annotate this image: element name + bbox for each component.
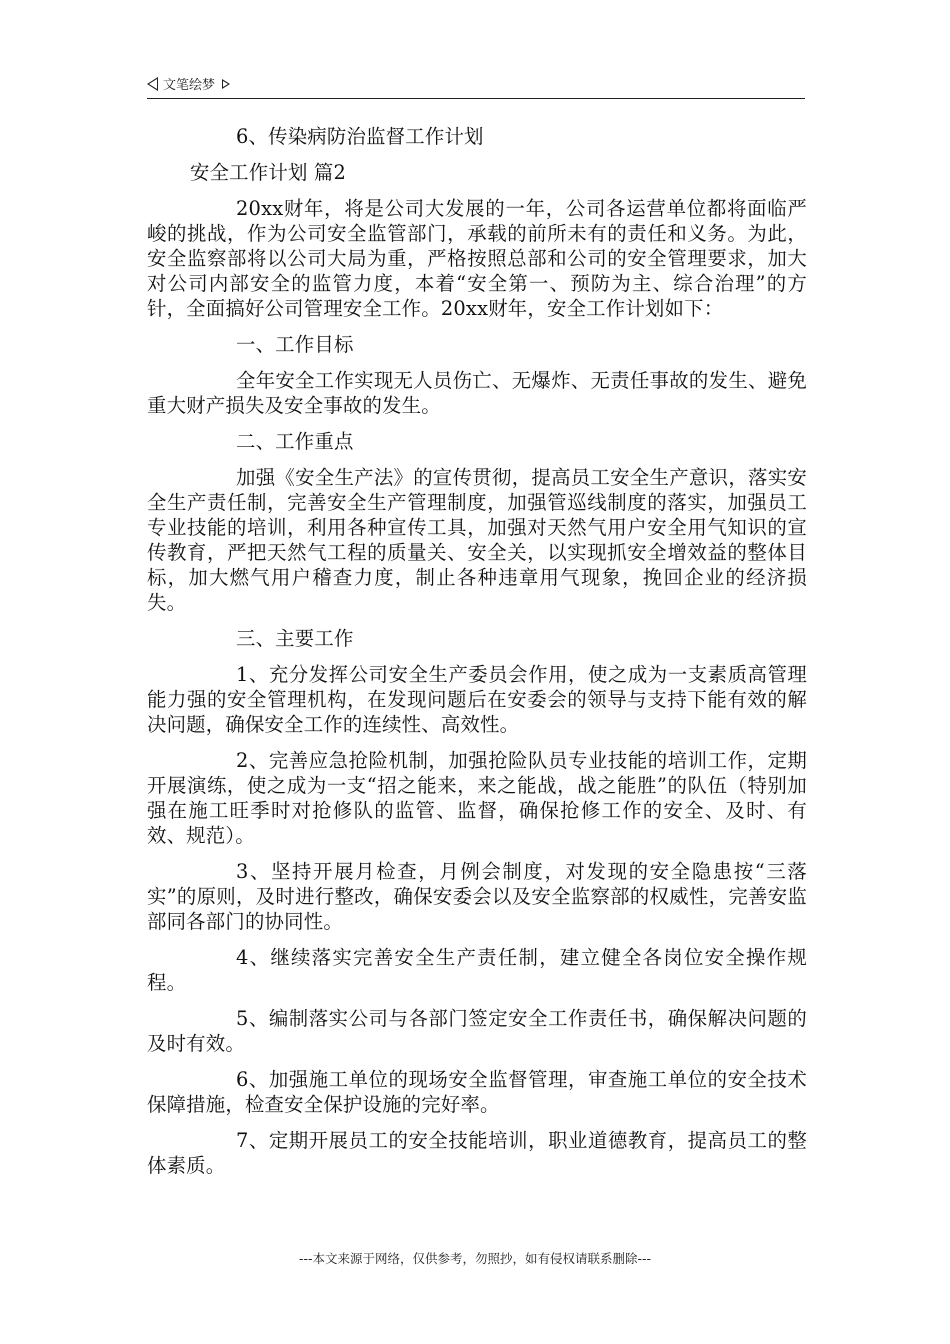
list-item: 3、坚持开展月检查，月例会制度，对发现的安全隐患按“三落实”的原则，及时进行整改，确保安委会以及安全监察部的权威性，完善安监部同各部门的协同性。: [147, 860, 807, 933]
list-item: 2、完善应急抢险机制，加强抢险队员专业技能的培训工作，定期开展演练，使之成为一支“招之能来，来之能战，战之能胜”的队伍（特别加强在施工旺季时对抢修队的监管、监督，确保抢修工作的安全、及时、有效、规范）。: [147, 749, 807, 847]
list-item: 6、加强施工单位的现场安全监督管理，审查施工单位的安全技术保障措施，检查安全保护设施的完好率。: [147, 1068, 807, 1116]
triangle-left-icon: [147, 77, 158, 91]
paragraph: 全年安全工作实现无人员伤亡、无爆炸、无责任事故的发生、避免重大财产损失及安全事故的发生。: [147, 369, 807, 417]
section-heading: 一、工作目标: [236, 333, 354, 356]
list-item: 5、编制落实公司与各部门签定安全工作责任书，确保解决问题的及时有效。: [147, 1007, 807, 1055]
paragraph: 6、传染病防治监督工作计划: [236, 125, 484, 148]
paragraph: 20xx财年，将是公司大发展的一年，公司各运营单位都将面临严峻的挑战，作为公司安全监管部门，承载的前所未有的责任和义务。为此，安全监察部将以公司大局为重，严格按照总部和公司的安全管理要求，加大对公司内部安全的监管力度，本着“安全第一、预防为主、综合治理”的方针，全面搞好公司管理安全工作。20xx财年，安全工作计划如下：: [147, 197, 807, 320]
page-footer: ---本文来源于网络，仅供参考，勿照抄，如有侵权请联系删除---: [298, 1251, 652, 1266]
document-body: [147, 124, 807, 1189]
triangle-right-icon: [222, 79, 230, 89]
paragraph: 加强《安全生产法》的宣传贯彻，提高员工安全生产意识，落实安全生产责任制，完善安全生产管理制度，加强管巡线制度的落实，加强员工专业技能的培训，利用各种宣传工具，加强对天然气用户安全用气知识的宣传教育，严把天然气工程的质量关、安全关，以实现抓安全增效益的整体目标，加大燃气用户稽查力度，制止各种违章用气现象，挽回企业的经济损失。: [147, 466, 807, 614]
header-logo: [147, 74, 230, 93]
page-header: [147, 72, 805, 99]
section-title: 安全工作计划 篇2: [190, 161, 347, 184]
logo-text: 文笔绘梦: [163, 78, 216, 93]
list-item: 4、继续落实完善安全生产责任制，建立健全各岗位安全操作规程。: [147, 946, 807, 994]
section-heading: 三、主要工作: [236, 627, 354, 650]
list-item: 1、充分发挥公司安全生产委员会作用，使之成为一支素质高管理能力强的安全管理机构，在发现问题后在安委会的领导与支持下能有效的解决问题，确保安全工作的连续性、高效性。: [147, 663, 807, 736]
list-item: 7、定期开展员工的安全技能培训，职业道德教育，提高员工的整体素质。: [147, 1129, 807, 1177]
section-heading: 二、工作重点: [236, 430, 354, 453]
